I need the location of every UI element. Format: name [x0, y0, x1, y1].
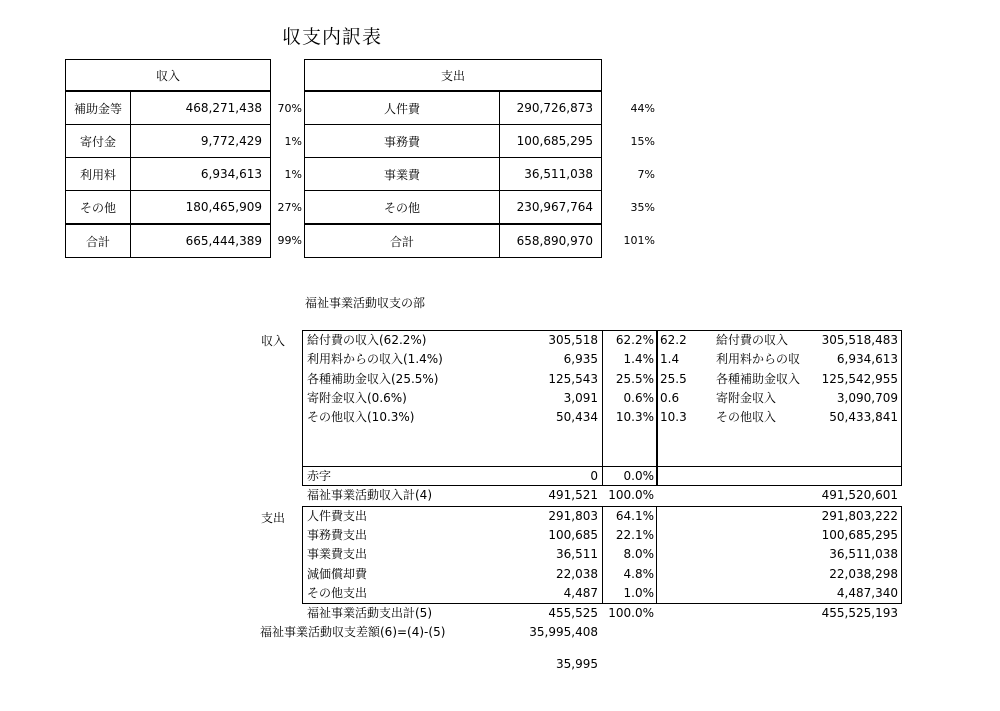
- row-label: 寄附金収入(0.6%): [307, 391, 407, 405]
- table-row: [0, 545, 1000, 564]
- row-pct2: 62.2: [660, 333, 687, 347]
- expense-amount: 100,685,295: [500, 125, 602, 158]
- expense-total-row: [0, 604, 1000, 623]
- expense-header: 支出: [305, 60, 602, 92]
- expense-label: その他: [305, 191, 500, 225]
- table-row: [0, 331, 1000, 350]
- expense-amount: 290,726,873: [500, 91, 602, 125]
- expense-pct: 15%: [630, 135, 655, 148]
- row-label2: 利用料からの収: [716, 352, 801, 366]
- expense-pct: 101%: [623, 234, 655, 247]
- expense-label: 事業費: [305, 158, 500, 191]
- difference-row: [0, 623, 1000, 642]
- row-value: 36,511: [556, 547, 598, 561]
- expense-label: 事務費: [305, 125, 500, 158]
- row-value2: 6,934,613: [836, 352, 898, 366]
- row-value2: 291,803,222: [821, 509, 898, 523]
- detail-expense-label: 支出: [261, 511, 286, 525]
- income-total-value: 491,521: [548, 488, 598, 502]
- table-row: [0, 389, 1000, 408]
- income-pct: 1%: [284, 135, 302, 148]
- deficit-row: [0, 467, 1000, 486]
- row-value: 100,685: [548, 528, 598, 542]
- row-label2: 寄附金収入: [716, 391, 777, 405]
- income-label: その他: [66, 191, 131, 225]
- income-total-pct: 100.0%: [608, 488, 654, 502]
- row-pct: 25.5%: [615, 372, 654, 386]
- detail-income-label: 収入: [261, 334, 286, 348]
- row-pct: 4.8%: [623, 567, 654, 581]
- row-pct2: 25.5: [660, 372, 687, 386]
- row-value2: 100,685,295: [821, 528, 898, 542]
- income-total-amount: 665,444,389: [131, 224, 271, 258]
- table-row: [0, 408, 1000, 427]
- row-label: 事務費支出: [307, 528, 368, 542]
- row-pct: 10.3%: [615, 410, 654, 424]
- row-value2: 3,090,709: [836, 391, 898, 405]
- expense-total-amount: 658,890,970: [500, 224, 602, 258]
- deficit-value: 0: [590, 469, 598, 483]
- row-value2: 22,038,298: [829, 567, 898, 581]
- income-total-value2: 491,520,601: [821, 488, 898, 502]
- income-amount: 9,772,429: [131, 125, 271, 158]
- row-pct2: 10.3: [660, 410, 687, 424]
- income-total-label: 合計: [66, 224, 131, 258]
- row-label: その他支出: [307, 586, 368, 600]
- table-row: [0, 370, 1000, 389]
- row-pct: 8.0%: [623, 547, 654, 561]
- income-pct: 27%: [277, 201, 302, 214]
- expense-total-value: 455,525: [548, 606, 598, 620]
- income-header: 収入: [66, 60, 271, 92]
- difference-value: 35,995,408: [529, 625, 598, 639]
- table-row: [0, 507, 1000, 526]
- income-pct: 70%: [277, 102, 302, 115]
- income-amount: 468,271,438: [131, 91, 271, 125]
- row-label2: 各種補助金収入: [716, 372, 801, 386]
- expense-amount: 230,967,764: [500, 191, 602, 225]
- income-amount: 6,934,613: [131, 158, 271, 191]
- expense-summary-table: [304, 59, 602, 258]
- expense-total-label: 福祉事業活動支出計(5): [307, 606, 432, 620]
- income-label: 利用料: [66, 158, 131, 191]
- row-value: 291,803: [548, 509, 598, 523]
- row-value2: 50,433,841: [829, 410, 898, 424]
- expense-total-label: 合計: [305, 224, 500, 258]
- page-title: 収支内訳表: [282, 26, 383, 48]
- row-label: 給付費の収入(62.2%): [307, 333, 427, 347]
- income-pct: 99%: [277, 234, 302, 247]
- row-pct: 1.0%: [623, 586, 654, 600]
- row-label: 事業費支出: [307, 547, 368, 561]
- row-label: 各種補助金収入(25.5%): [307, 372, 439, 386]
- table-row: [0, 584, 1000, 603]
- row-label: 人件費支出: [307, 509, 368, 523]
- income-pct: 1%: [284, 168, 302, 181]
- difference-label: 福祉事業活動収支差額(6)=(4)-(5): [260, 625, 446, 639]
- expense-total-value2: 455,525,193: [821, 606, 898, 620]
- row-value: 22,038: [556, 567, 598, 581]
- row-pct: 0.6%: [623, 391, 654, 405]
- table-row: [0, 526, 1000, 545]
- income-label: 寄付金: [66, 125, 131, 158]
- row-label: 減価償却費: [307, 567, 368, 581]
- deficit-label: 赤字: [307, 469, 332, 483]
- table-row: [0, 350, 1000, 369]
- expense-pct: 7%: [637, 168, 655, 181]
- row-value2: 305,518,483: [821, 333, 898, 347]
- row-label2: 給付費の収入: [716, 333, 789, 347]
- section-title: 福祉事業活動収支の部: [305, 296, 426, 310]
- row-value: 305,518: [548, 333, 598, 347]
- row-value: 6,935: [563, 352, 598, 366]
- expense-amount: 36,511,038: [500, 158, 602, 191]
- row-label: その他収入(10.3%): [307, 410, 415, 424]
- deficit-pct: 0.0%: [623, 469, 654, 483]
- row-value: 125,543: [548, 372, 598, 386]
- row-label: 利用料からの収入(1.4%): [307, 352, 443, 366]
- row-value: 50,434: [556, 410, 598, 424]
- table-row: [0, 565, 1000, 584]
- row-value2: 36,511,038: [829, 547, 898, 561]
- income-summary-table: [65, 59, 271, 258]
- row-pct: 1.4%: [623, 352, 654, 366]
- row-pct: 64.1%: [615, 509, 654, 523]
- expense-pct: 44%: [630, 102, 655, 115]
- row-pct2: 1.4: [660, 352, 680, 366]
- row-value: 4,487: [563, 586, 598, 600]
- row-label2: その他収入: [716, 410, 777, 424]
- row-pct: 62.2%: [615, 333, 654, 347]
- row-value: 3,091: [563, 391, 598, 405]
- expense-label: 人件費: [305, 91, 500, 125]
- income-label: 補助金等: [66, 91, 131, 125]
- row-value2: 125,542,955: [821, 372, 898, 386]
- expense-pct: 35%: [630, 201, 655, 214]
- footer-value: 35,995: [556, 657, 598, 671]
- row-pct2: 0.6: [660, 391, 680, 405]
- expense-total-pct: 100.0%: [608, 606, 654, 620]
- row-value2: 4,487,340: [836, 586, 898, 600]
- income-amount: 180,465,909: [131, 191, 271, 225]
- row-pct: 22.1%: [615, 528, 654, 542]
- income-total-label: 福祉事業活動収入計(4): [307, 488, 432, 502]
- footer-row: [0, 655, 1000, 674]
- income-total-row: [0, 486, 1000, 505]
